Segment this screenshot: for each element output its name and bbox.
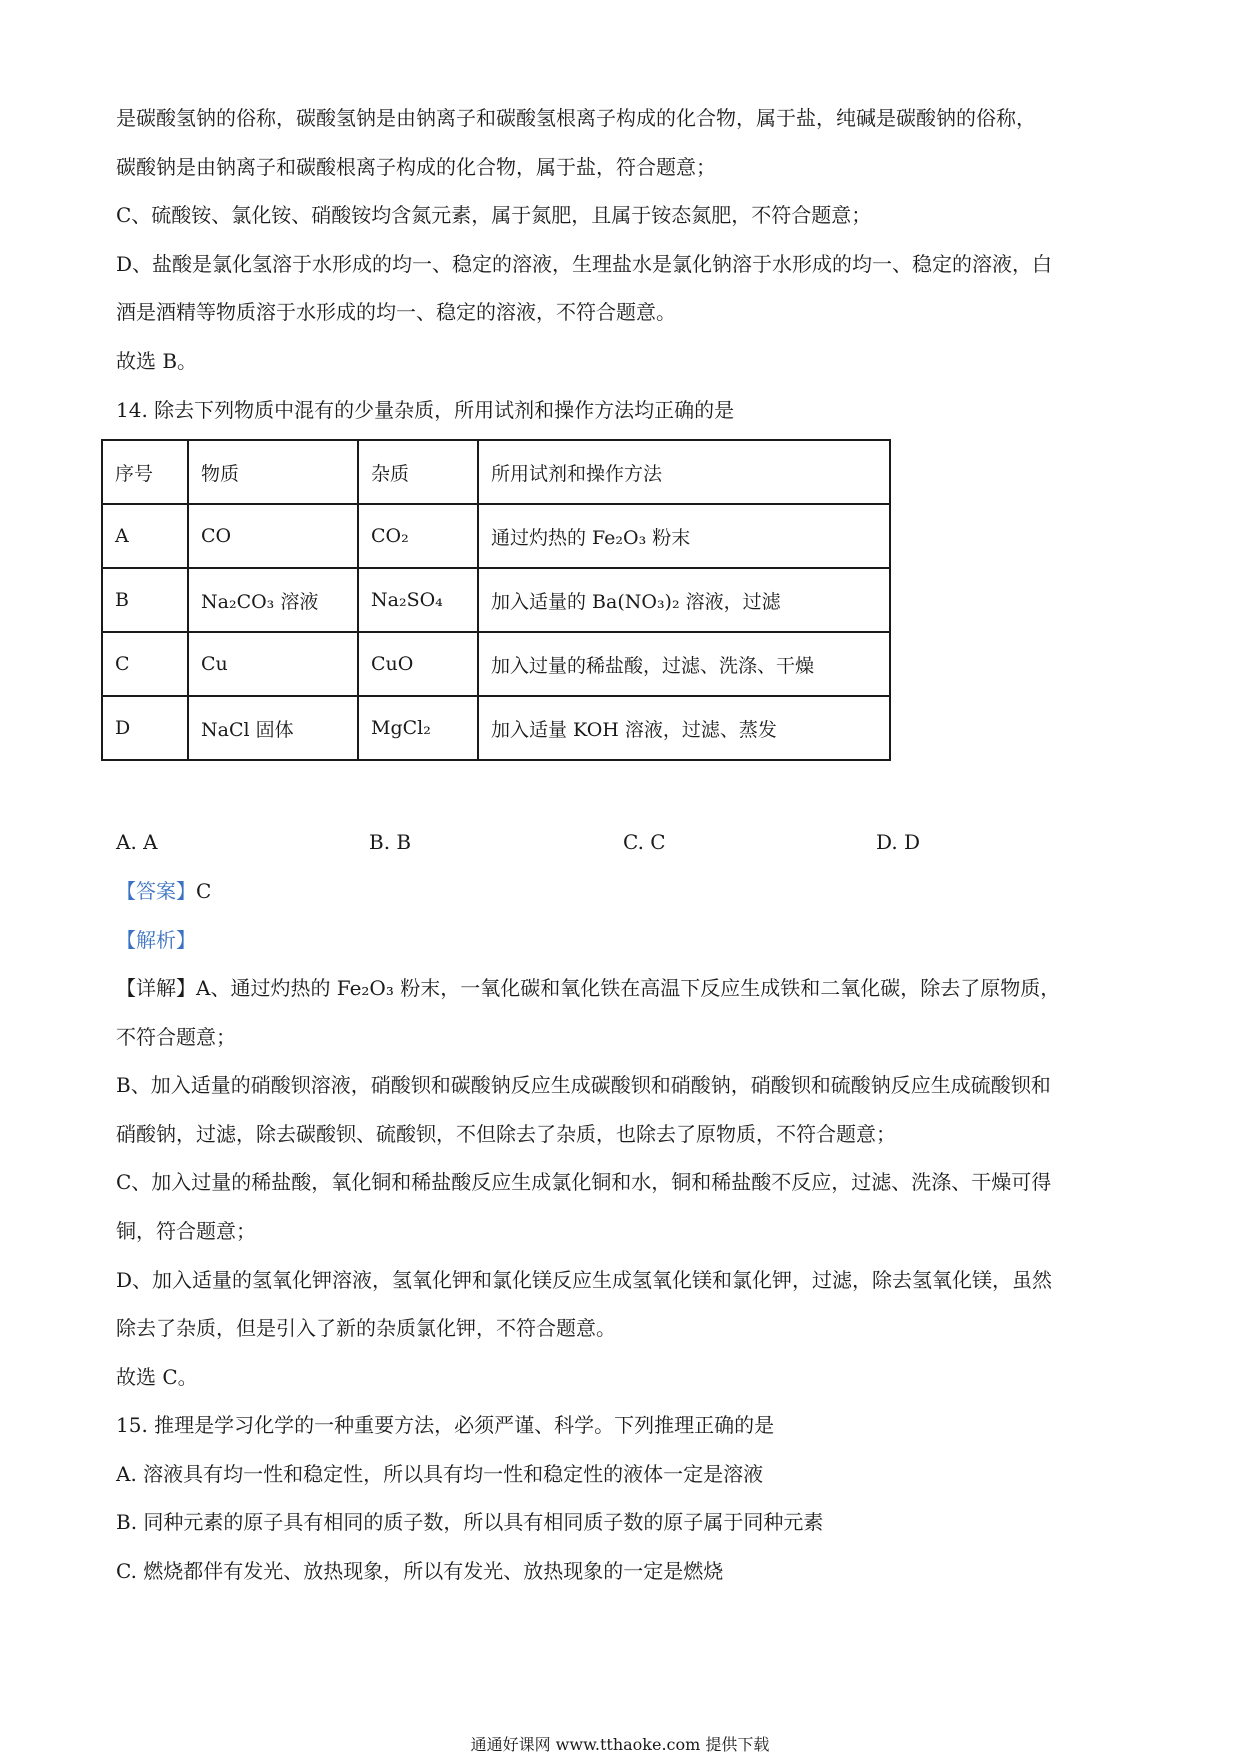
table-cell: Cu	[188, 632, 358, 696]
table-row	[102, 696, 890, 760]
option-b: B. B	[369, 830, 412, 854]
paragraph-line: 铜，符合题意；	[116, 1219, 256, 1243]
header-cell-index: 序号	[102, 440, 188, 504]
table-row	[102, 632, 890, 696]
paragraph-line: 【详解】A、通过灼热的 Fe₂O₃ 粉末，一氧化碳和氧化铁在高温下反应生成铁和二氧化碳，除去了原物质，	[116, 976, 1061, 1000]
paragraph-line: 故选 B。	[116, 349, 198, 373]
table-cell: NaCl 固体	[188, 696, 358, 760]
option-d: D. D	[876, 830, 921, 854]
table-row	[102, 504, 890, 568]
answer-line	[116, 877, 211, 905]
table-cell: C	[102, 632, 188, 696]
header-cell-substance: 物质	[188, 440, 358, 504]
table-cell: CO₂	[358, 504, 478, 568]
table-row	[102, 568, 890, 632]
question-14-stem: 14. 除去下列物质中混有的少量杂质，所用试剂和操作方法均正确的是	[116, 398, 735, 422]
option-line: B. 同种元素的原子具有相同的质子数，所以具有相同质子数的原子属于同种元素	[116, 1510, 824, 1534]
paragraph-line: C、加入过量的稀盐酸，氧化铜和稀盐酸反应生成氯化铜和水，铜和稀盐酸不反应，过滤、洗涤、干燥可得	[116, 1170, 1052, 1194]
table-cell: Na₂CO₃ 溶液	[188, 568, 358, 632]
table-cell: D	[102, 696, 188, 760]
table-cell: A	[102, 504, 188, 568]
table-cell: 通过灼热的 Fe₂O₃ 粉末	[478, 504, 890, 568]
analysis-tag: 【解析】	[116, 928, 196, 952]
paragraph-line: 不符合题意；	[116, 1025, 236, 1049]
paragraph-line: C、硫酸铵、氯化铵、硝酸铵均含氮元素，属于氮肥，且属于铵态氮肥，不符合题意；	[116, 203, 872, 227]
table-cell: 加入适量的 Ba(NO₃)₂ 溶液，过滤	[478, 568, 890, 632]
option-a: A. A	[116, 830, 158, 854]
table-cell: 加入适量 KOH 溶液，过滤、蒸发	[478, 696, 890, 760]
paragraph-line: 是碳酸氢钠的俗称，碳酸氢钠是由钠离子和碳酸氢根离子构成的化合物，属于盐，纯碱是碳酸钠的俗称，	[116, 106, 1036, 130]
option-c: C. C	[623, 830, 666, 854]
table-cell: CuO	[358, 632, 478, 696]
header-cell-method: 所用试剂和操作方法	[478, 440, 890, 504]
table-cell: MgCl₂	[358, 696, 478, 760]
table-cell: B	[102, 568, 188, 632]
option-line: C. 燃烧都伴有发光、放热现象，所以有发光、放热现象的一定是燃烧	[116, 1559, 724, 1583]
paragraph-line: 碳酸钠是由钠离子和碳酸根离子构成的化合物，属于盐，符合题意；	[116, 155, 716, 179]
table-cell: Na₂SO₄	[358, 568, 478, 632]
paragraph-line: 除去了杂质，但是引入了新的杂质氯化钾，不符合题意。	[116, 1316, 616, 1340]
question-15-stem: 15. 推理是学习化学的一种重要方法，必须严谨、科学。下列推理正确的是	[116, 1413, 775, 1437]
answer-tag: 【答案】	[116, 879, 196, 903]
paragraph-line: 故选 C。	[116, 1365, 198, 1389]
paragraph-line: D、加入适量的氢氧化钾溶液，氢氧化钾和氯化镁反应生成氢氧化镁和氯化钾，过滤，除去氢氧化镁，虽然	[116, 1268, 1053, 1292]
paragraph-line: D、盐酸是氯化氢溶于水形成的均一、稳定的溶液，生理盐水是氯化钠溶于水形成的均一、稳定的溶液，白	[116, 252, 1053, 276]
footer-text: 通通好课网 www.tthaoke.com 提供下载	[470, 1735, 770, 1754]
answer-value: C	[196, 879, 212, 903]
impurity-table	[101, 439, 891, 761]
option-line: A. 溶液具有均一性和稳定性，所以具有均一性和稳定性的液体一定是溶液	[116, 1462, 764, 1486]
table-cell: CO	[188, 504, 358, 568]
table-header-row	[102, 440, 890, 504]
paragraph-line: 硝酸钠，过滤，除去碳酸钡、硫酸钡，不但除去了杂质，也除去了原物质，不符合题意；	[116, 1122, 896, 1146]
paragraph-line: B、加入适量的硝酸钡溶液，硝酸钡和碳酸钠反应生成碳酸钡和硝酸钠，硝酸钡和硫酸钠反应生成硫酸钡和	[116, 1073, 1051, 1097]
header-cell-impurity: 杂质	[358, 440, 478, 504]
paragraph-line: 酒是酒精等物质溶于水形成的均一、稳定的溶液，不符合题意。	[116, 300, 676, 324]
table-cell: 加入过量的稀盐酸，过滤、洗涤、干燥	[478, 632, 890, 696]
